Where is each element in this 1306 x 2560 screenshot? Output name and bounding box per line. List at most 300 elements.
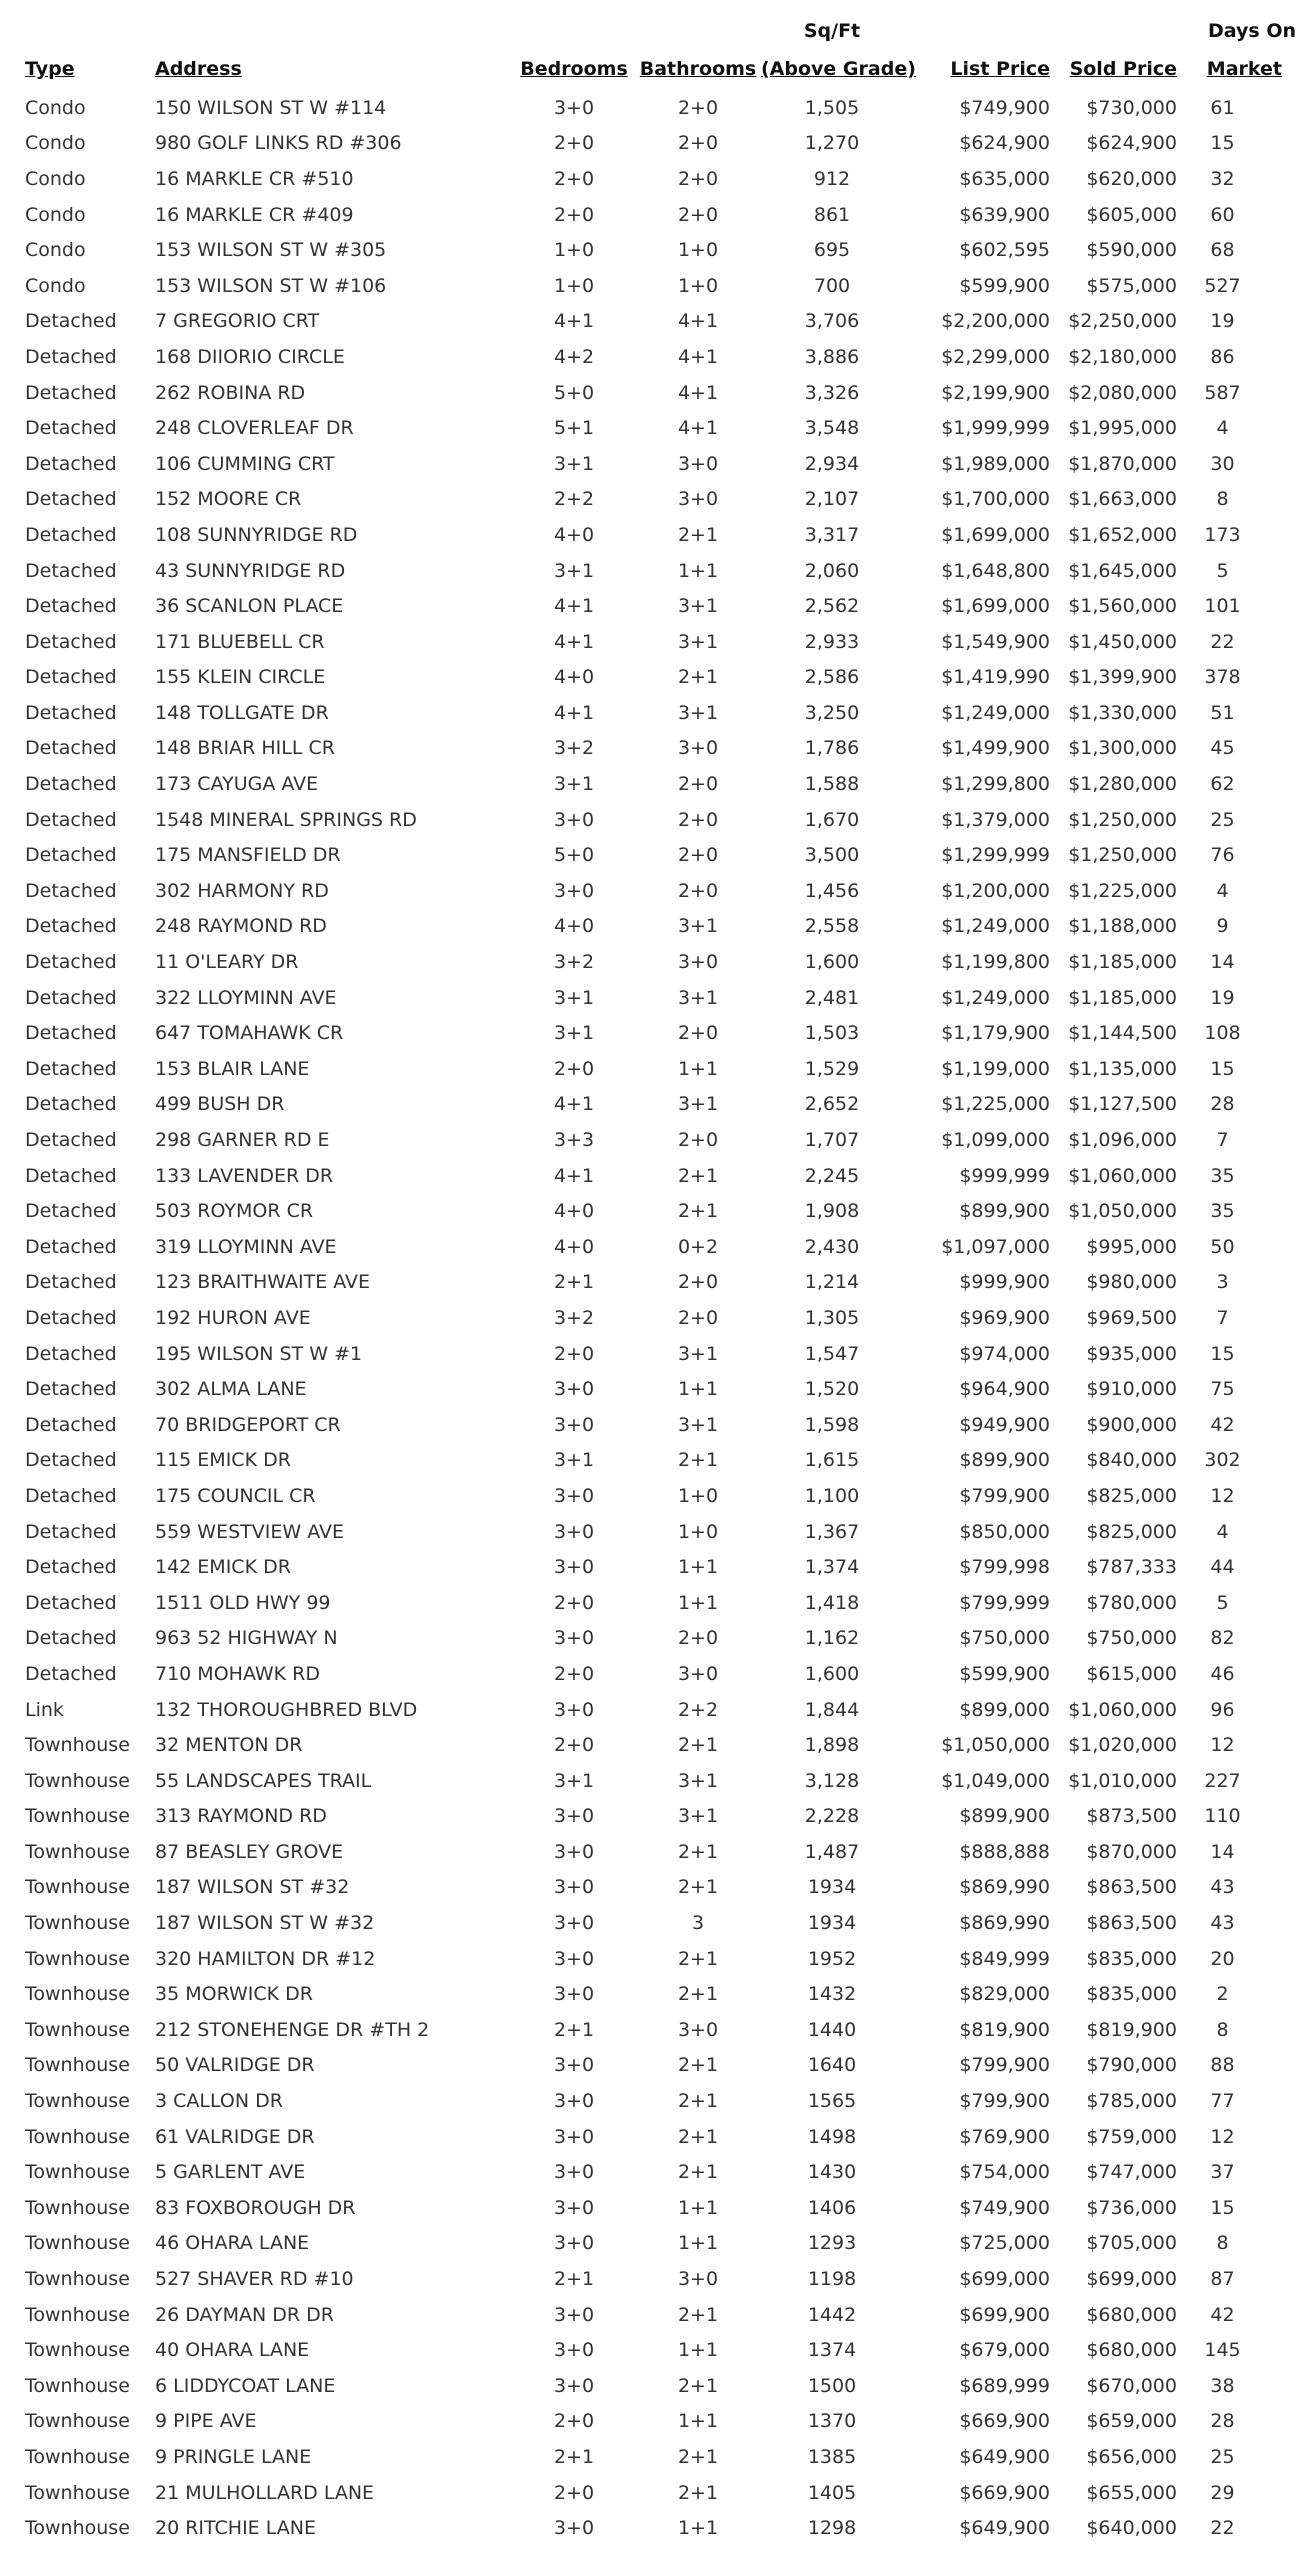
cell-list-price: $974,000 [959, 1342, 1050, 1365]
cell-bathrooms: 2+0 [677, 1627, 719, 1650]
cell-address: 43 SUNNYRIDGE RD [155, 559, 346, 582]
cell-sold-price: $1,450,000 [1068, 630, 1177, 653]
cell-sqft: 1298 [807, 2517, 857, 2540]
cell-sqft: 1934 [807, 1876, 857, 1899]
cell-address: 35 MORWICK DR [155, 1983, 313, 2006]
cell-address: 16 MARKLE CR #409 [155, 203, 354, 226]
cell-bedrooms: 3+2 [553, 951, 595, 974]
cell-bathrooms: 1+0 [677, 1484, 719, 1507]
cell-bathrooms: 1+1 [677, 1591, 719, 1614]
cell-bedrooms: 3+1 [553, 452, 595, 475]
cell-address: 133 LAVENDER DR [155, 1164, 334, 1187]
cell-address: 46 OHARA LANE [155, 2232, 310, 2255]
cell-bathrooms: 2+2 [677, 1698, 719, 1721]
cell-days-on-market: 15 [1210, 2196, 1235, 2219]
cell-address: 16 MARKLE CR #510 [155, 167, 354, 190]
cell-bedrooms: 4+0 [553, 523, 595, 546]
cell-sqft: 700 [813, 274, 851, 297]
cell-days-on-market: 14 [1210, 1840, 1235, 1863]
cell-sqft: 1374 [807, 2339, 857, 2362]
cell-address: 83 FOXBOROUGH DR [155, 2196, 356, 2219]
cell-sold-price: $1,135,000 [1068, 1057, 1177, 1080]
cell-sold-price: $680,000 [1086, 2303, 1177, 2326]
cell-list-price: $869,990 [959, 1876, 1050, 1899]
cell-address: 32 MENTON DR [155, 1734, 303, 1757]
cell-address: 9 PRINGLE LANE [155, 2445, 312, 2468]
cell-address: 142 EMICK DR [155, 1556, 291, 1579]
table-row [0, 446, 1306, 482]
cell-type: Townhouse [25, 1912, 130, 1935]
cell-bathrooms: 2+1 [677, 2090, 719, 2113]
cell-bedrooms: 3+0 [553, 1983, 595, 2006]
cell-bathrooms: 3 [691, 1912, 705, 1935]
cell-type: Detached [25, 1164, 117, 1187]
table-row [0, 1051, 1306, 1087]
table-row [0, 1763, 1306, 1799]
cell-bedrooms: 2+1 [553, 2018, 595, 2041]
cell-list-price: $869,990 [959, 1912, 1050, 1935]
cell-type: Townhouse [25, 2054, 130, 2077]
table-row [0, 1015, 1306, 1051]
cell-sold-price: $825,000 [1086, 1484, 1177, 1507]
cell-days-on-market: 4 [1216, 1520, 1229, 1543]
table-row [0, 268, 1306, 304]
cell-bathrooms: 1+0 [677, 274, 719, 297]
cell-sqft: 2,107 [804, 488, 860, 511]
cell-list-price: $1,099,000 [941, 1129, 1050, 1152]
header-sold-price: Sold Price [1069, 58, 1177, 80]
cell-sold-price: $730,000 [1086, 96, 1177, 119]
cell-days-on-market: 37 [1210, 2161, 1235, 2184]
cell-bedrooms: 3+0 [553, 2161, 595, 2184]
table-row [0, 909, 1306, 945]
cell-type: Detached [25, 1022, 117, 1045]
cell-days-on-market: 227 [1204, 1769, 1241, 1792]
cell-sqft: 3,548 [804, 417, 860, 440]
header-list-price: List Price [950, 58, 1050, 80]
cell-bathrooms: 2+0 [677, 1022, 719, 1045]
cell-bathrooms: 2+1 [677, 1449, 719, 1472]
cell-type: Townhouse [25, 2445, 130, 2468]
cell-address: 7 GREGORIO CRT [155, 310, 320, 333]
cell-sold-price: $2,250,000 [1068, 310, 1177, 333]
cell-days-on-market: 51 [1210, 701, 1235, 724]
cell-address: 123 BRAITHWAITE AVE [155, 1271, 371, 1294]
cell-sqft: 1,374 [804, 1556, 860, 1579]
cell-bathrooms: 2+1 [677, 1840, 719, 1863]
table-row [0, 1265, 1306, 1301]
cell-sold-price: $680,000 [1086, 2339, 1177, 2362]
cell-sold-price: $900,000 [1086, 1413, 1177, 1436]
cell-bedrooms: 3+0 [553, 96, 595, 119]
cell-list-price: $669,900 [959, 2410, 1050, 2433]
cell-address: 20 RITCHIE LANE [155, 2517, 316, 2540]
cell-list-price: $1,097,000 [941, 1235, 1050, 1258]
cell-bedrooms: 5+0 [553, 381, 595, 404]
table-row [0, 1336, 1306, 1372]
cell-bedrooms: 3+0 [553, 1413, 595, 1436]
cell-bathrooms: 3+1 [677, 1769, 719, 1792]
cell-bathrooms: 0+2 [677, 1235, 719, 1258]
cell-list-price: $639,900 [959, 203, 1050, 226]
cell-sold-price: $863,500 [1086, 1912, 1177, 1935]
cell-bathrooms: 3+0 [677, 2268, 719, 2291]
cell-sold-price: $615,000 [1086, 1662, 1177, 1685]
cell-sold-price: $969,500 [1086, 1306, 1177, 1329]
cell-list-price: $1,499,900 [941, 737, 1050, 760]
cell-address: 61 VALRIDGE DR [155, 2125, 315, 2148]
cell-type: Townhouse [25, 2339, 130, 2362]
cell-list-price: $999,999 [959, 1164, 1050, 1187]
cell-bathrooms: 2+1 [677, 1164, 719, 1187]
cell-bathrooms: 3+0 [677, 452, 719, 475]
cell-days-on-market: 302 [1204, 1449, 1241, 1472]
cell-sqft: 1,588 [804, 773, 860, 796]
cell-list-price: $669,900 [959, 2481, 1050, 2504]
cell-days-on-market: 35 [1210, 1200, 1235, 1223]
cell-sold-price: $785,000 [1086, 2090, 1177, 2113]
cell-type: Townhouse [25, 2303, 130, 2326]
cell-sold-price: $980,000 [1086, 1271, 1177, 1294]
cell-days-on-market: 7 [1216, 1306, 1229, 1329]
cell-type: Detached [25, 488, 117, 511]
table-row [0, 2261, 1306, 2297]
cell-sqft: 1,505 [804, 96, 860, 119]
cell-list-price: $1,199,000 [941, 1057, 1050, 1080]
cell-sold-price: $1,330,000 [1068, 701, 1177, 724]
cell-bedrooms: 2+0 [553, 1057, 595, 1080]
cell-address: 26 DAYMAN DR DR [155, 2303, 334, 2326]
cell-type: Detached [25, 345, 117, 368]
cell-list-price: $899,900 [959, 1200, 1050, 1223]
cell-bathrooms: 1+1 [677, 1378, 719, 1401]
cell-sqft: 1406 [807, 2196, 857, 2219]
cell-type: Detached [25, 417, 117, 440]
cell-type: Townhouse [25, 1734, 130, 1757]
cell-list-price: $1,049,000 [941, 1769, 1050, 1792]
header-row [0, 0, 1306, 90]
cell-address: 132 THOROUGHBRED BLVD [155, 1698, 418, 1721]
cell-type: Townhouse [25, 2517, 130, 2540]
cell-bedrooms: 3+0 [553, 2054, 595, 2077]
cell-list-price: $624,900 [959, 132, 1050, 155]
cell-sqft: 3,706 [804, 310, 860, 333]
cell-sold-price: $1,250,000 [1068, 808, 1177, 831]
cell-days-on-market: 15 [1210, 132, 1235, 155]
cell-type: Link [25, 1698, 64, 1721]
cell-bedrooms: 3+0 [553, 1484, 595, 1507]
cell-bedrooms: 1+0 [553, 239, 595, 262]
cell-list-price: $1,299,999 [941, 844, 1050, 867]
cell-address: 155 KLEIN CIRCLE [155, 666, 326, 689]
cell-list-price: $1,699,000 [941, 595, 1050, 618]
cell-type: Detached [25, 1627, 117, 1650]
cell-list-price: $1,648,800 [941, 559, 1050, 582]
table-row [0, 161, 1306, 197]
cell-address: 153 WILSON ST W #305 [155, 239, 387, 262]
table-row [0, 1087, 1306, 1123]
cell-sold-price: $575,000 [1086, 274, 1177, 297]
cell-sqft: 1,707 [804, 1129, 860, 1152]
cell-bathrooms: 3+0 [677, 951, 719, 974]
cell-sqft: 1498 [807, 2125, 857, 2148]
cell-bedrooms: 4+0 [553, 915, 595, 938]
cell-bathrooms: 1+1 [677, 2232, 719, 2255]
cell-list-price: $1,699,000 [941, 523, 1050, 546]
cell-list-price: $829,000 [959, 1983, 1050, 2006]
cell-bedrooms: 1+0 [553, 274, 595, 297]
cell-days-on-market: 43 [1210, 1876, 1235, 1899]
cell-type: Townhouse [25, 2018, 130, 2041]
cell-sold-price: $1,645,000 [1068, 559, 1177, 582]
cell-type: Detached [25, 1271, 117, 1294]
cell-bathrooms: 4+1 [677, 417, 719, 440]
cell-sqft: 2,933 [804, 630, 860, 653]
header-address: Address [155, 58, 242, 80]
cell-bathrooms: 1+0 [677, 239, 719, 262]
cell-bathrooms: 2+1 [677, 2445, 719, 2468]
cell-days-on-market: 76 [1210, 844, 1235, 867]
cell-sqft: 1,786 [804, 737, 860, 760]
cell-sold-price: $873,500 [1086, 1805, 1177, 1828]
cell-address: 319 LLOYMINN AVE [155, 1235, 337, 1258]
cell-bedrooms: 4+1 [553, 1093, 595, 1116]
table-row [0, 766, 1306, 802]
cell-sqft: 695 [813, 239, 851, 262]
cell-bathrooms: 3+1 [677, 595, 719, 618]
cell-bathrooms: 3+1 [677, 986, 719, 1009]
cell-list-price: $649,900 [959, 2517, 1050, 2540]
cell-sqft: 1,908 [804, 1200, 860, 1223]
cell-sold-price: $1,870,000 [1068, 452, 1177, 475]
cell-sold-price: $870,000 [1086, 1840, 1177, 1863]
cell-bathrooms: 3+0 [677, 488, 719, 511]
table-row [0, 2119, 1306, 2155]
cell-sold-price: $747,000 [1086, 2161, 1177, 2184]
cell-list-price: $749,900 [959, 96, 1050, 119]
cell-bedrooms: 3+0 [553, 2232, 595, 2255]
cell-bathrooms: 3+1 [677, 1093, 719, 1116]
cell-sqft: 1952 [807, 1947, 857, 1970]
table-row [0, 304, 1306, 340]
table-row [0, 197, 1306, 233]
cell-sold-price: $819,900 [1086, 2018, 1177, 2041]
cell-type: Detached [25, 1378, 117, 1401]
cell-type: Detached [25, 666, 117, 689]
table-row [0, 339, 1306, 375]
cell-bedrooms: 3+0 [553, 2339, 595, 2362]
table-row [0, 232, 1306, 268]
cell-list-price: $1,700,000 [941, 488, 1050, 511]
cell-days-on-market: 12 [1210, 1734, 1235, 1757]
cell-type: Detached [25, 879, 117, 902]
table-row [0, 944, 1306, 980]
header-sqft [761, 0, 916, 90]
cell-sqft: 1293 [807, 2232, 857, 2255]
cell-sqft: 3,317 [804, 523, 860, 546]
cell-sqft: 1565 [807, 2090, 857, 2113]
cell-type: Detached [25, 915, 117, 938]
cell-sold-price: $1,280,000 [1068, 773, 1177, 796]
cell-list-price: $799,900 [959, 2054, 1050, 2077]
table-row [0, 126, 1306, 162]
cell-list-price: $850,000 [959, 1520, 1050, 1543]
cell-list-price: $1,179,900 [941, 1022, 1050, 1045]
cell-days-on-market: 30 [1210, 452, 1235, 475]
cell-bedrooms: 3+0 [553, 1556, 595, 1579]
cell-list-price: $1,249,000 [941, 986, 1050, 1009]
cell-bathrooms: 2+0 [677, 808, 719, 831]
cell-days-on-market: 50 [1210, 1235, 1235, 1258]
cell-sold-price: $670,000 [1086, 2374, 1177, 2397]
cell-sqft: 1432 [807, 1983, 857, 2006]
cell-days-on-market: 4 [1216, 417, 1229, 440]
cell-days-on-market: 38 [1210, 2374, 1235, 2397]
table-row [0, 553, 1306, 589]
table-row [0, 2332, 1306, 2368]
cell-type: Townhouse [25, 2196, 130, 2219]
cell-address: 980 GOLF LINKS RD #306 [155, 132, 402, 155]
table-row [0, 1727, 1306, 1763]
cell-list-price: $799,998 [959, 1556, 1050, 1579]
table-row [0, 837, 1306, 873]
cell-list-price: $999,900 [959, 1271, 1050, 1294]
cell-sold-price: $655,000 [1086, 2481, 1177, 2504]
cell-bedrooms: 3+0 [553, 1912, 595, 1935]
cell-sold-price: $1,096,000 [1068, 1129, 1177, 1152]
cell-sqft: 2,934 [804, 452, 860, 475]
cell-bedrooms: 2+0 [553, 203, 595, 226]
cell-sqft: 1442 [807, 2303, 857, 2326]
cell-type: Condo [25, 96, 86, 119]
table-row [0, 980, 1306, 1016]
cell-address: 320 HAMILTON DR #12 [155, 1947, 376, 1970]
cell-bathrooms: 1+1 [677, 1556, 719, 1579]
cell-address: 168 DIIORIO CIRCLE [155, 345, 345, 368]
cell-bathrooms: 1+1 [677, 2196, 719, 2219]
cell-bathrooms: 4+1 [677, 345, 719, 368]
cell-bedrooms: 2+0 [553, 1342, 595, 1365]
cell-bedrooms: 3+0 [553, 1520, 595, 1543]
cell-bathrooms: 2+1 [677, 2481, 719, 2504]
cell-address: 1511 OLD HWY 99 [155, 1591, 331, 1614]
cell-address: 11 O'LEARY DR [155, 951, 299, 974]
cell-type: Townhouse [25, 2481, 130, 2504]
cell-address: 9 PIPE AVE [155, 2410, 257, 2433]
cell-list-price: $899,000 [959, 1698, 1050, 1721]
cell-sqft: 1,487 [804, 1840, 860, 1863]
cell-address: 963 52 HIGHWAY N [155, 1627, 338, 1650]
cell-bathrooms: 2+1 [677, 1200, 719, 1223]
cell-bathrooms: 2+0 [677, 132, 719, 155]
cell-days-on-market: 82 [1210, 1627, 1235, 1650]
cell-sqft: 2,060 [804, 559, 860, 582]
cell-type: Detached [25, 310, 117, 333]
table-row [0, 2368, 1306, 2404]
cell-sold-price: $790,000 [1086, 2054, 1177, 2077]
cell-days-on-market: 101 [1204, 595, 1241, 618]
cell-days-on-market: 5 [1216, 559, 1229, 582]
cell-address: 499 BUSH DR [155, 1093, 285, 1116]
cell-bedrooms: 3+2 [553, 1306, 595, 1329]
cell-list-price: $769,900 [959, 2125, 1050, 2148]
cell-sold-price: $835,000 [1086, 1983, 1177, 2006]
cell-address: 50 VALRIDGE DR [155, 2054, 315, 2077]
cell-sqft: 3,250 [804, 701, 860, 724]
cell-list-price: $2,299,000 [941, 345, 1050, 368]
cell-type: Condo [25, 239, 86, 262]
cell-sqft: 3,128 [804, 1769, 860, 1792]
cell-bathrooms: 1+1 [677, 1057, 719, 1080]
cell-type: Detached [25, 1413, 117, 1436]
cell-list-price: $899,900 [959, 1449, 1050, 1472]
cell-list-price: $1,225,000 [941, 1093, 1050, 1116]
cell-bedrooms: 3+1 [553, 1449, 595, 1472]
cell-bathrooms: 2+0 [677, 1306, 719, 1329]
table-row [0, 2510, 1306, 2546]
cell-address: 36 SCANLON PLACE [155, 595, 344, 618]
cell-bedrooms: 5+1 [553, 417, 595, 440]
cell-sold-price: $1,995,000 [1068, 417, 1177, 440]
cell-address: 106 CUMMING CRT [155, 452, 335, 475]
cell-address: 503 ROYMOR CR [155, 1200, 314, 1223]
cell-bathrooms: 2+1 [677, 1734, 719, 1757]
cell-days-on-market: 28 [1210, 2410, 1235, 2433]
cell-sold-price: $1,060,000 [1068, 1698, 1177, 1721]
cell-bedrooms: 2+0 [553, 1591, 595, 1614]
table-row [0, 2404, 1306, 2440]
cell-sqft: 1,670 [804, 808, 860, 831]
table-row [0, 2297, 1306, 2333]
cell-address: 195 WILSON ST W #1 [155, 1342, 363, 1365]
cell-address: 212 STONEHENGE DR #TH 2 [155, 2018, 430, 2041]
cell-bedrooms: 2+0 [553, 1662, 595, 1685]
cell-bedrooms: 3+3 [553, 1129, 595, 1152]
cell-address: 647 TOMAHAWK CR [155, 1022, 344, 1045]
cell-list-price: $2,200,000 [941, 310, 1050, 333]
cell-sold-price: $590,000 [1086, 239, 1177, 262]
cell-type: Condo [25, 132, 86, 155]
cell-sqft: 1,214 [804, 1271, 860, 1294]
cell-days-on-market: 2 [1216, 1983, 1229, 2006]
cell-address: 187 WILSON ST #32 [155, 1876, 350, 1899]
cell-days-on-market: 22 [1210, 2517, 1235, 2540]
cell-type: Townhouse [25, 2232, 130, 2255]
cell-sold-price: $825,000 [1086, 1520, 1177, 1543]
cell-type: Detached [25, 1093, 117, 1116]
table-row [0, 1621, 1306, 1657]
cell-address: 302 HARMONY RD [155, 879, 329, 902]
header-days-on-market [1181, 0, 1306, 90]
cell-type: Condo [25, 203, 86, 226]
cell-bedrooms: 3+0 [553, 808, 595, 831]
cell-sqft: 1385 [807, 2445, 857, 2468]
table-row [0, 2190, 1306, 2226]
cell-bedrooms: 4+1 [553, 1164, 595, 1187]
cell-bedrooms: 3+0 [553, 1627, 595, 1650]
cell-type: Detached [25, 1662, 117, 1685]
cell-address: 55 LANDSCAPES TRAIL [155, 1769, 372, 1792]
table-row [0, 2048, 1306, 2084]
cell-days-on-market: 15 [1210, 1057, 1235, 1080]
cell-days-on-market: 42 [1210, 2303, 1235, 2326]
cell-days-on-market: 29 [1210, 2481, 1235, 2504]
table-row [0, 1692, 1306, 1728]
table-row [0, 1371, 1306, 1407]
cell-bedrooms: 4+0 [553, 1200, 595, 1223]
cell-list-price: $1,249,000 [941, 701, 1050, 724]
cell-address: 21 MULHOLLARD LANE [155, 2481, 375, 2504]
